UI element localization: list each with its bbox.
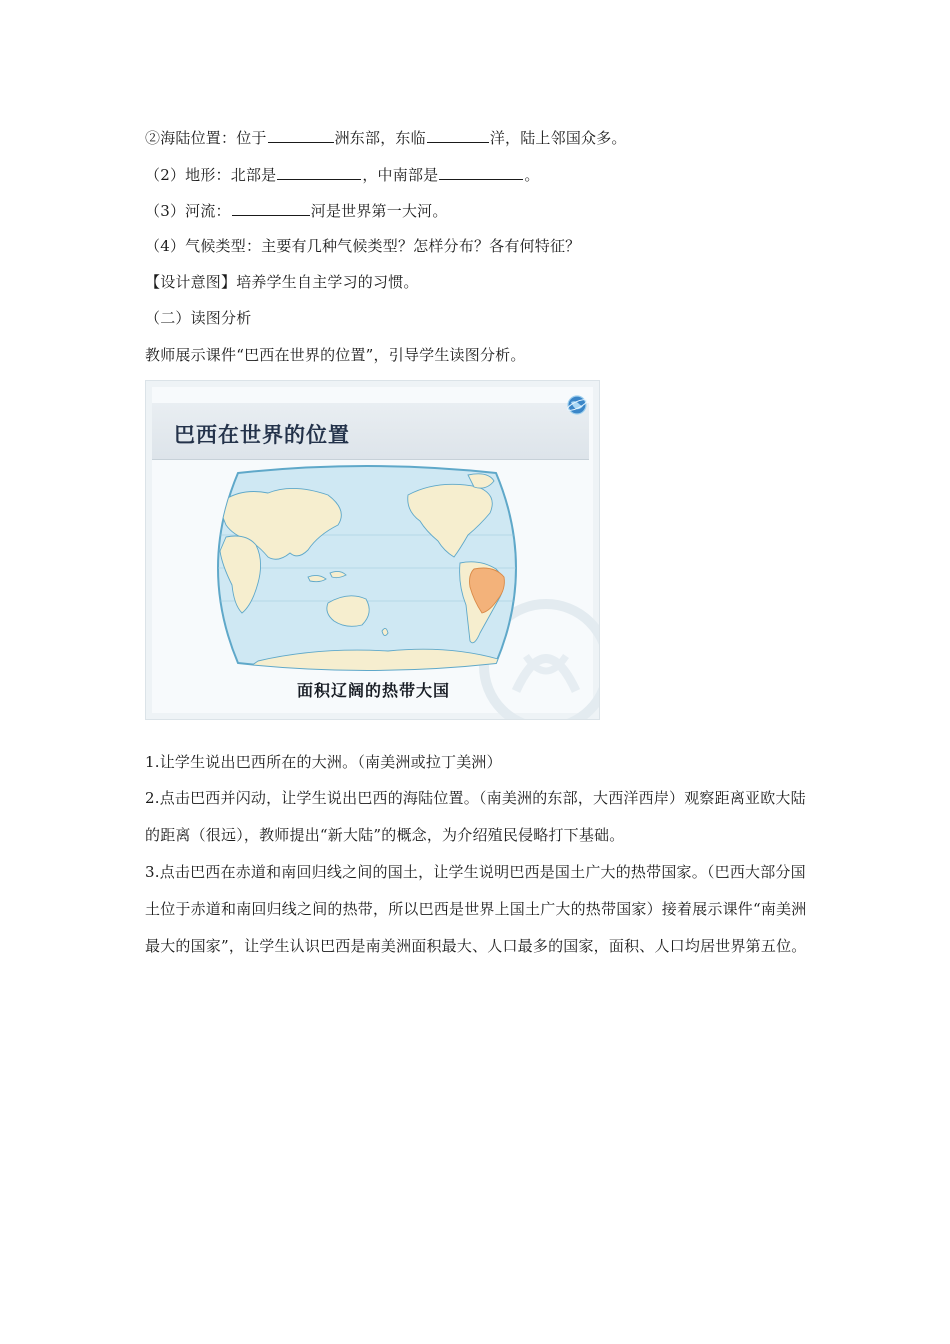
slide-caption: 面积辽阔的热带大国 bbox=[296, 681, 450, 700]
list-item-2: 2.点击巴西并闪动，让学生说出巴西的海陆位置。（南美洲的东部，大西洋西岸）观察距离亚欧大陆的距离（很远），教师提出“新大陆”的概念，为介绍殖民侵略打下基础。 bbox=[145, 789, 806, 844]
section-heading: （二）读图分析 bbox=[145, 309, 252, 327]
question-text: （2）地形：北部是 bbox=[145, 166, 277, 184]
question-sea-land-position bbox=[145, 128, 627, 148]
question-text: 河是世界第一大河。 bbox=[310, 202, 448, 220]
design-intent: 【设计意图】培养学生自主学习的习惯。 bbox=[145, 273, 419, 291]
answer-blank[interactable] bbox=[427, 128, 489, 143]
slide-title: 巴西在世界的位置 bbox=[174, 423, 350, 447]
teacher-instruction: 教师展示课件“巴西在世界的位置”，引导学生读图分析。 bbox=[145, 346, 526, 364]
question-text: 洋，陆上邻国众多。 bbox=[489, 129, 627, 147]
question-text: 。 bbox=[524, 166, 540, 184]
answer-blank[interactable] bbox=[439, 165, 523, 180]
answer-blank[interactable] bbox=[232, 201, 310, 216]
question-river bbox=[145, 201, 448, 221]
list-item-3: 3.点击巴西在赤道和南回归线之间的国土，让学生说明巴西是国土广大的热带国家。（巴西大部分国土位于赤道和南回归线之间的热带，所以巴西是世界上国土广大的热带国家）接着展示课件“南美洲最大的国家”，让学生认识巴西是南美洲面积最大、人口最多的国家，面积、人口均居世界第五位。 bbox=[145, 863, 807, 955]
question-text: 洲东部，东临 bbox=[334, 129, 426, 147]
question-terrain bbox=[145, 165, 540, 185]
answer-blank[interactable] bbox=[277, 165, 361, 180]
question-text: ②海陆位置：位于 bbox=[145, 129, 267, 147]
answer-blank[interactable] bbox=[268, 128, 334, 143]
list-item-1: 1.让学生说出巴西所在的大洲。（南美洲或拉丁美洲） bbox=[145, 753, 502, 771]
question-climate: （4）气候类型：主要有几种气候类型？怎样分布？各有何特征？ bbox=[145, 237, 581, 255]
question-text: （3）河流： bbox=[145, 202, 231, 220]
slide-image-brazil-world-position bbox=[145, 380, 600, 720]
globe-icon bbox=[566, 394, 588, 416]
world-map bbox=[198, 465, 536, 671]
question-text: ，中南部是 bbox=[362, 166, 439, 184]
